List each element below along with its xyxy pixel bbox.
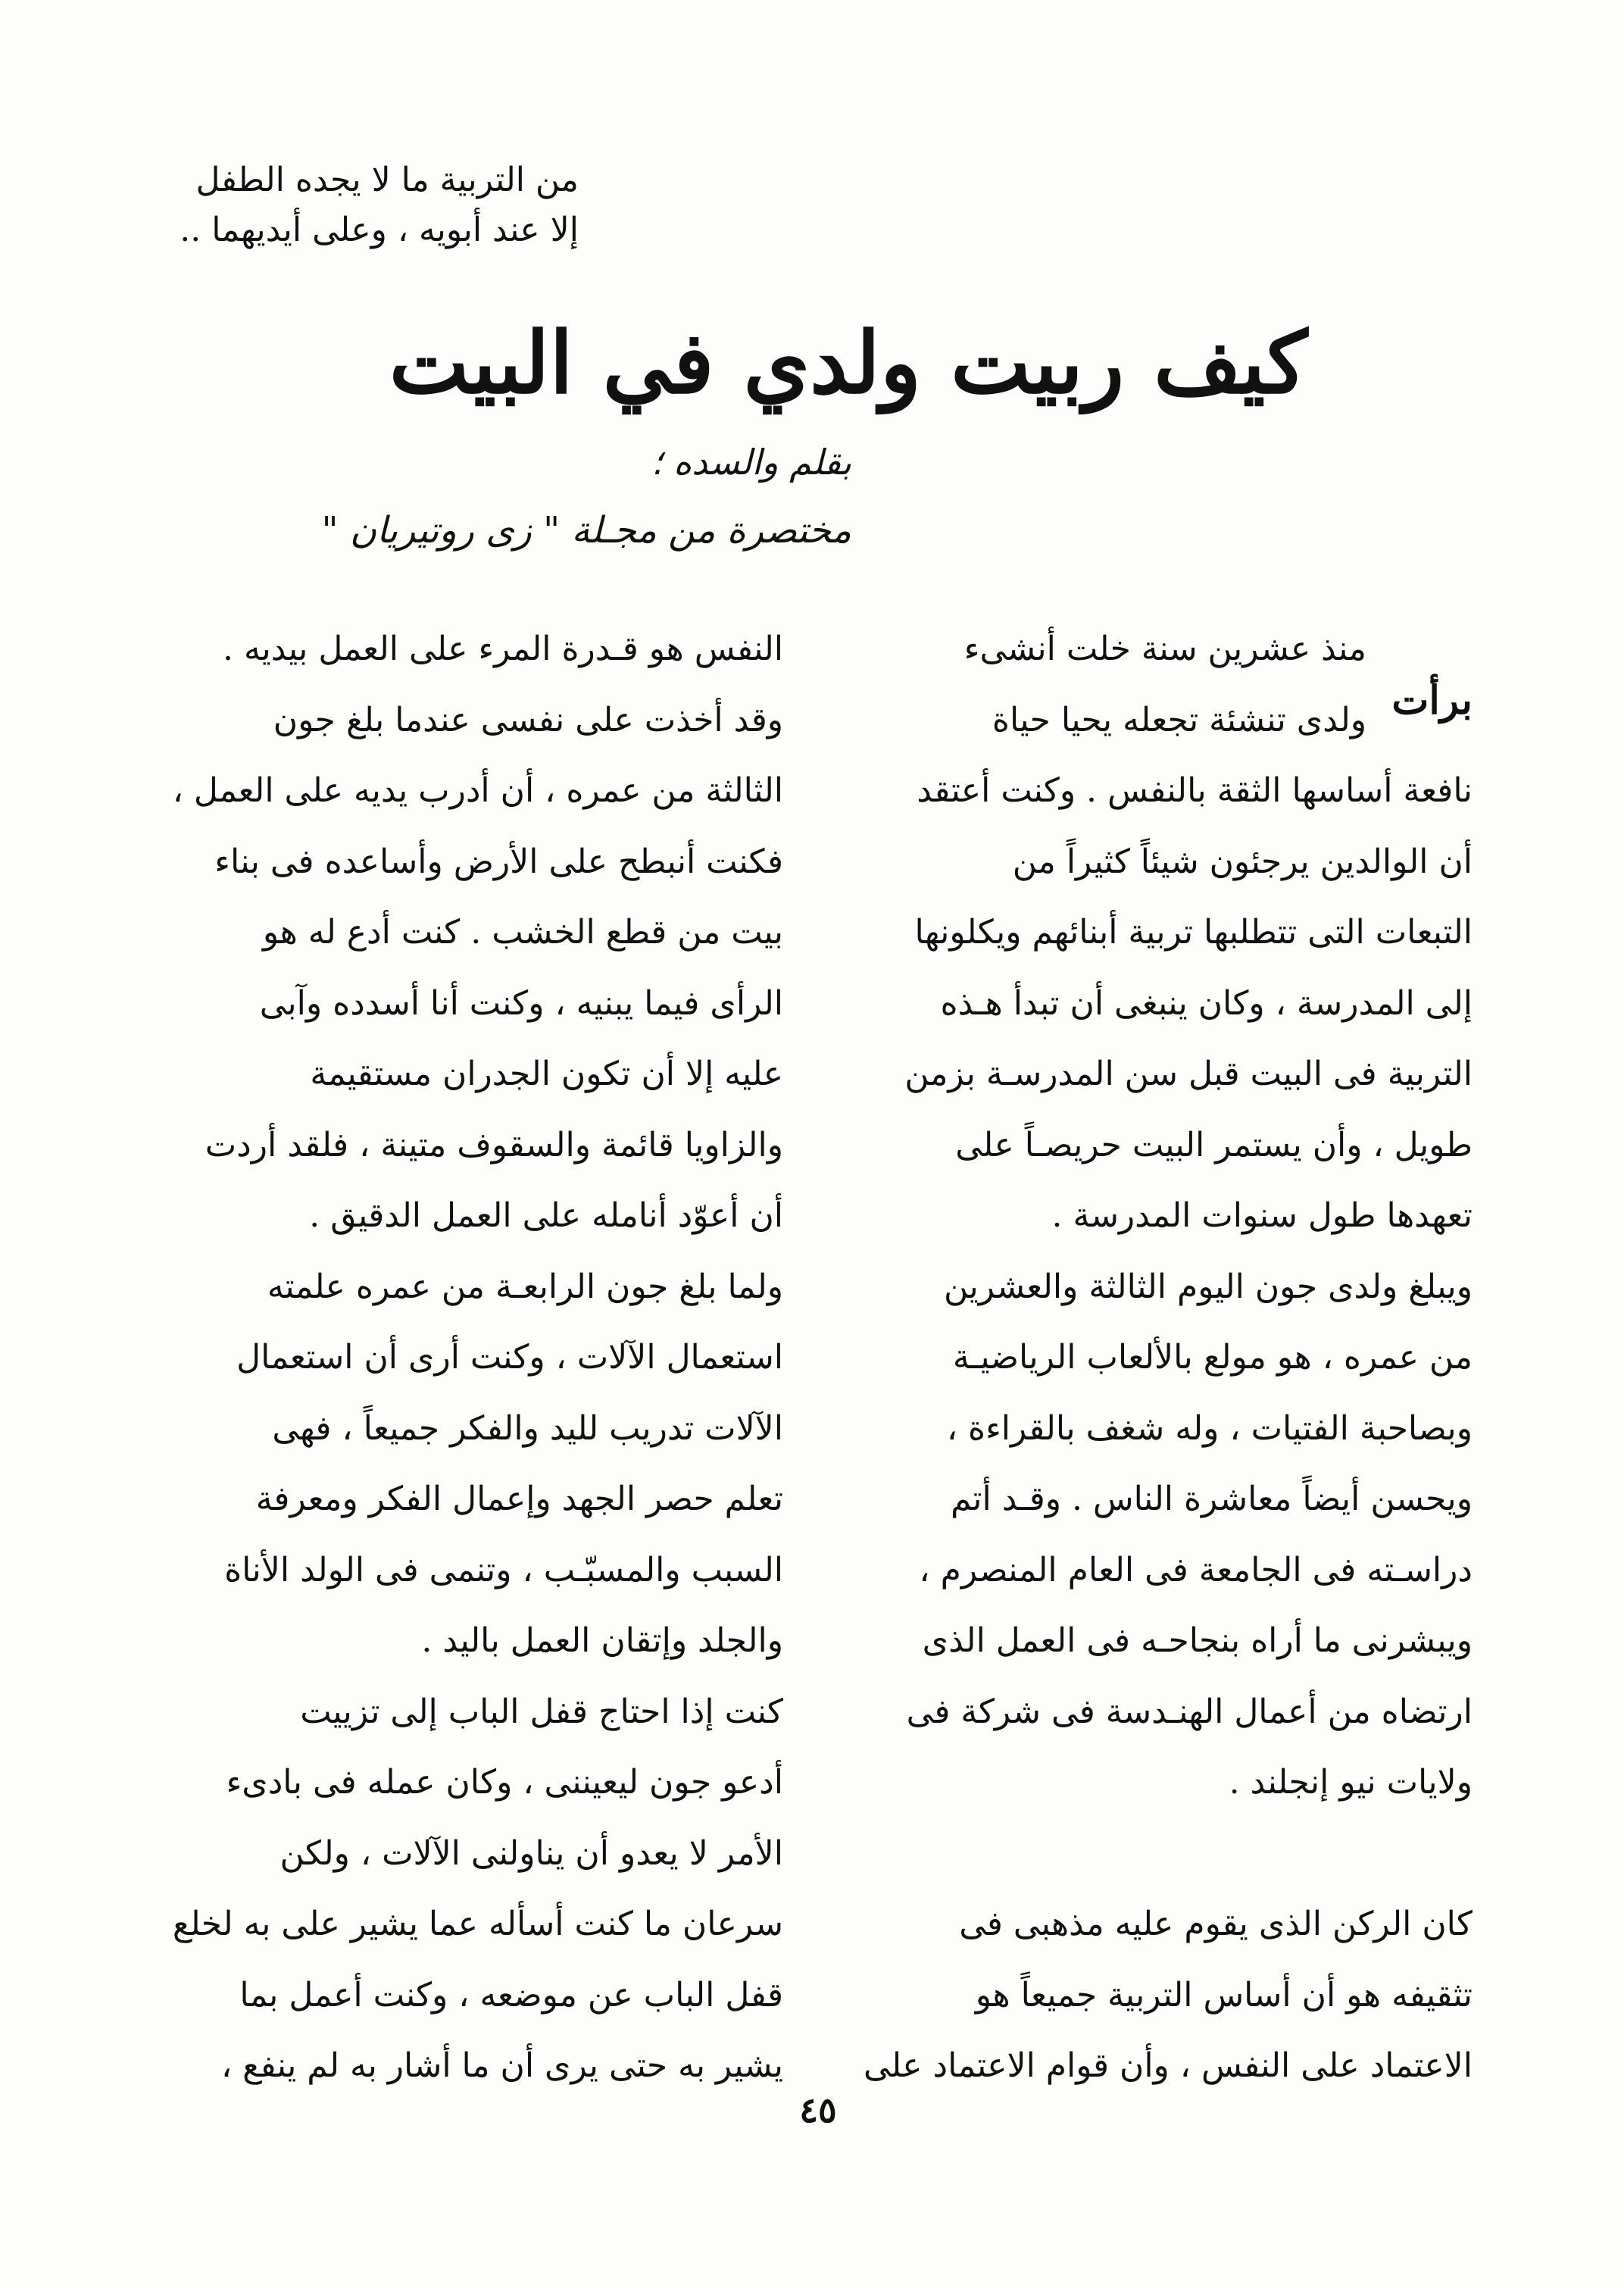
paragraph-line: ويبشرنى ما أراه بنجاحـه فى العمل الذى [922, 1621, 1473, 1660]
paragraph-line: سرعان ما كنت أسأله عما يشير على به لخلع [172, 1905, 783, 1943]
paragraph-line: ولايات نيو إنجلند . [1229, 1763, 1473, 1802]
paragraph-line: النفس هو قـدرة المرء على العمل بيديه . [222, 630, 783, 668]
paragraph-line: الثالثة من عمره ، أن أدرب يديه على العمل ، [172, 771, 783, 810]
paragraph-line: دراسـته فى الجامعة فى العام المنصرم ، [919, 1550, 1473, 1589]
paragraph-line: وقد أخذت على نفسى عندما بلغ جون [273, 700, 783, 739]
paragraph-line: السبب والمسبّـب ، وتنمى فى الولد الأناة [224, 1550, 783, 1589]
paragraph-line: أن أعوّد أنامله على العمل الدقيق . [309, 1196, 783, 1235]
paragraph-line: ولما بلغ جون الرابعـة من عمره علمته [267, 1267, 783, 1306]
paragraph-line: الأمر لا يعدو أن يناولنى الآلات ، ولكن [280, 1833, 783, 1873]
article-source: مختصرة من مجـلة " زى روتيريان " [321, 509, 851, 552]
paragraph-line: قفل الباب عن موضعه ، وكنت أعمل بما [239, 1975, 783, 2015]
paragraph-line: عليه إلا أن تكون الجدران مستقيمة [310, 1055, 783, 1093]
paragraph-line: كان الركن الذى يقوم عليه مذهبى فى [959, 1905, 1473, 1943]
paragraph-line: بيت من قطع الخشب . كنت أدع له هو [262, 913, 783, 952]
drop-word: برأت [1391, 677, 1473, 724]
paragraph-line: التبعات التى تتطلبها تربية أبنائهم ويكلونها [914, 913, 1473, 952]
paragraph-line: نافعة أساسها الثقة بالنفس . وكنت أعتقد [917, 771, 1473, 810]
paragraph-line: طويل ، وأن يستمر البيت حريصـاً على [955, 1125, 1473, 1164]
paragraph-line: الاعتماد على النفس ، وأن قوام الاعتماد على [864, 2046, 1473, 2085]
paragraph-line: من عمره ، هو مولع بالألعاب الرياضيـة [952, 1338, 1473, 1377]
paragraph-line: الآلات تدريب لليد والفكر جميعاً ، فهى [272, 1408, 783, 1448]
paragraph-line: فكنت أنبطح على الأرض وأساعده فى بناء [214, 842, 783, 881]
paragraph-line: والجلد وإتقان العمل باليد . [421, 1621, 783, 1660]
paragraph-line: منذ عشرين سنة خلت أنشىء [963, 630, 1366, 668]
paragraph-line: يشير به حتى يرى أن ما أشار به لم ينفع ، [220, 2046, 783, 2085]
article-byline: بقلم والسده ؛ [651, 442, 851, 483]
epigraph-line: إلا عند أبويه ، وعلى أيديهما .. [180, 211, 579, 249]
paragraph-line: أن الوالدين يرجئون شيئاً كثيراً من [1012, 842, 1473, 881]
paragraph-line: إلى المدرسة ، وكان ينبغى أن تبدأ هـذه [940, 983, 1473, 1023]
column-left [147, 614, 783, 2102]
paragraph-line: تعهدها طول سنوات المدرسة . [1051, 1196, 1473, 1235]
paragraph-line: والزاويا قائمة والسقوف متينة ، فلقد أردت [205, 1125, 783, 1164]
paragraph-line: ويحسن أيضاً معاشرة الناس . وقـد أتم [950, 1480, 1473, 1518]
paragraph-gap [836, 1818, 1473, 1889]
paragraph-line: ولدى تنشئة تجعله يحيا حياة [992, 700, 1366, 739]
paragraph-line: الرأى فيما يبنيه ، وكنت أنا أسدده وآبى [259, 983, 783, 1023]
paragraph-line: تثقيفه هو أن أساس التربية جميعاً هو [975, 1975, 1473, 2015]
paragraph-line: استعمال الآلات ، وكنت أرى أن استعمال [236, 1338, 783, 1377]
paragraph-line: كنت إذا احتاج قفل الباب إلى تزييت [300, 1692, 783, 1731]
epigraph-line: من التربية ما لا يجده الطفل [195, 161, 579, 199]
paragraph-line: ارتضاه من أعمال الهنـدسة فى شركة فى [906, 1692, 1473, 1731]
paragraph-line: أدعو جون ليعيننى ، وكان عمله فى بادىء [226, 1763, 783, 1802]
article-title: كيف ربيت ولدي في البيت [389, 314, 1308, 413]
paragraph-line: تعلم حصر الجهد وإعمال الفكر ومعرفة [255, 1480, 783, 1518]
paragraph-line: التربية فى البيت قبل سن المدرسـة بزمن [904, 1055, 1473, 1093]
paragraph-line: وبصاحبة الفتيات ، وله شغف بالقراءة ، [946, 1408, 1473, 1448]
column-right [836, 614, 1473, 2102]
epigraph [155, 155, 579, 255]
paragraph-line: ويبلغ ولدى جون اليوم الثالثة والعشرين [944, 1267, 1473, 1306]
page-number: ٤٥ [799, 2090, 837, 2130]
